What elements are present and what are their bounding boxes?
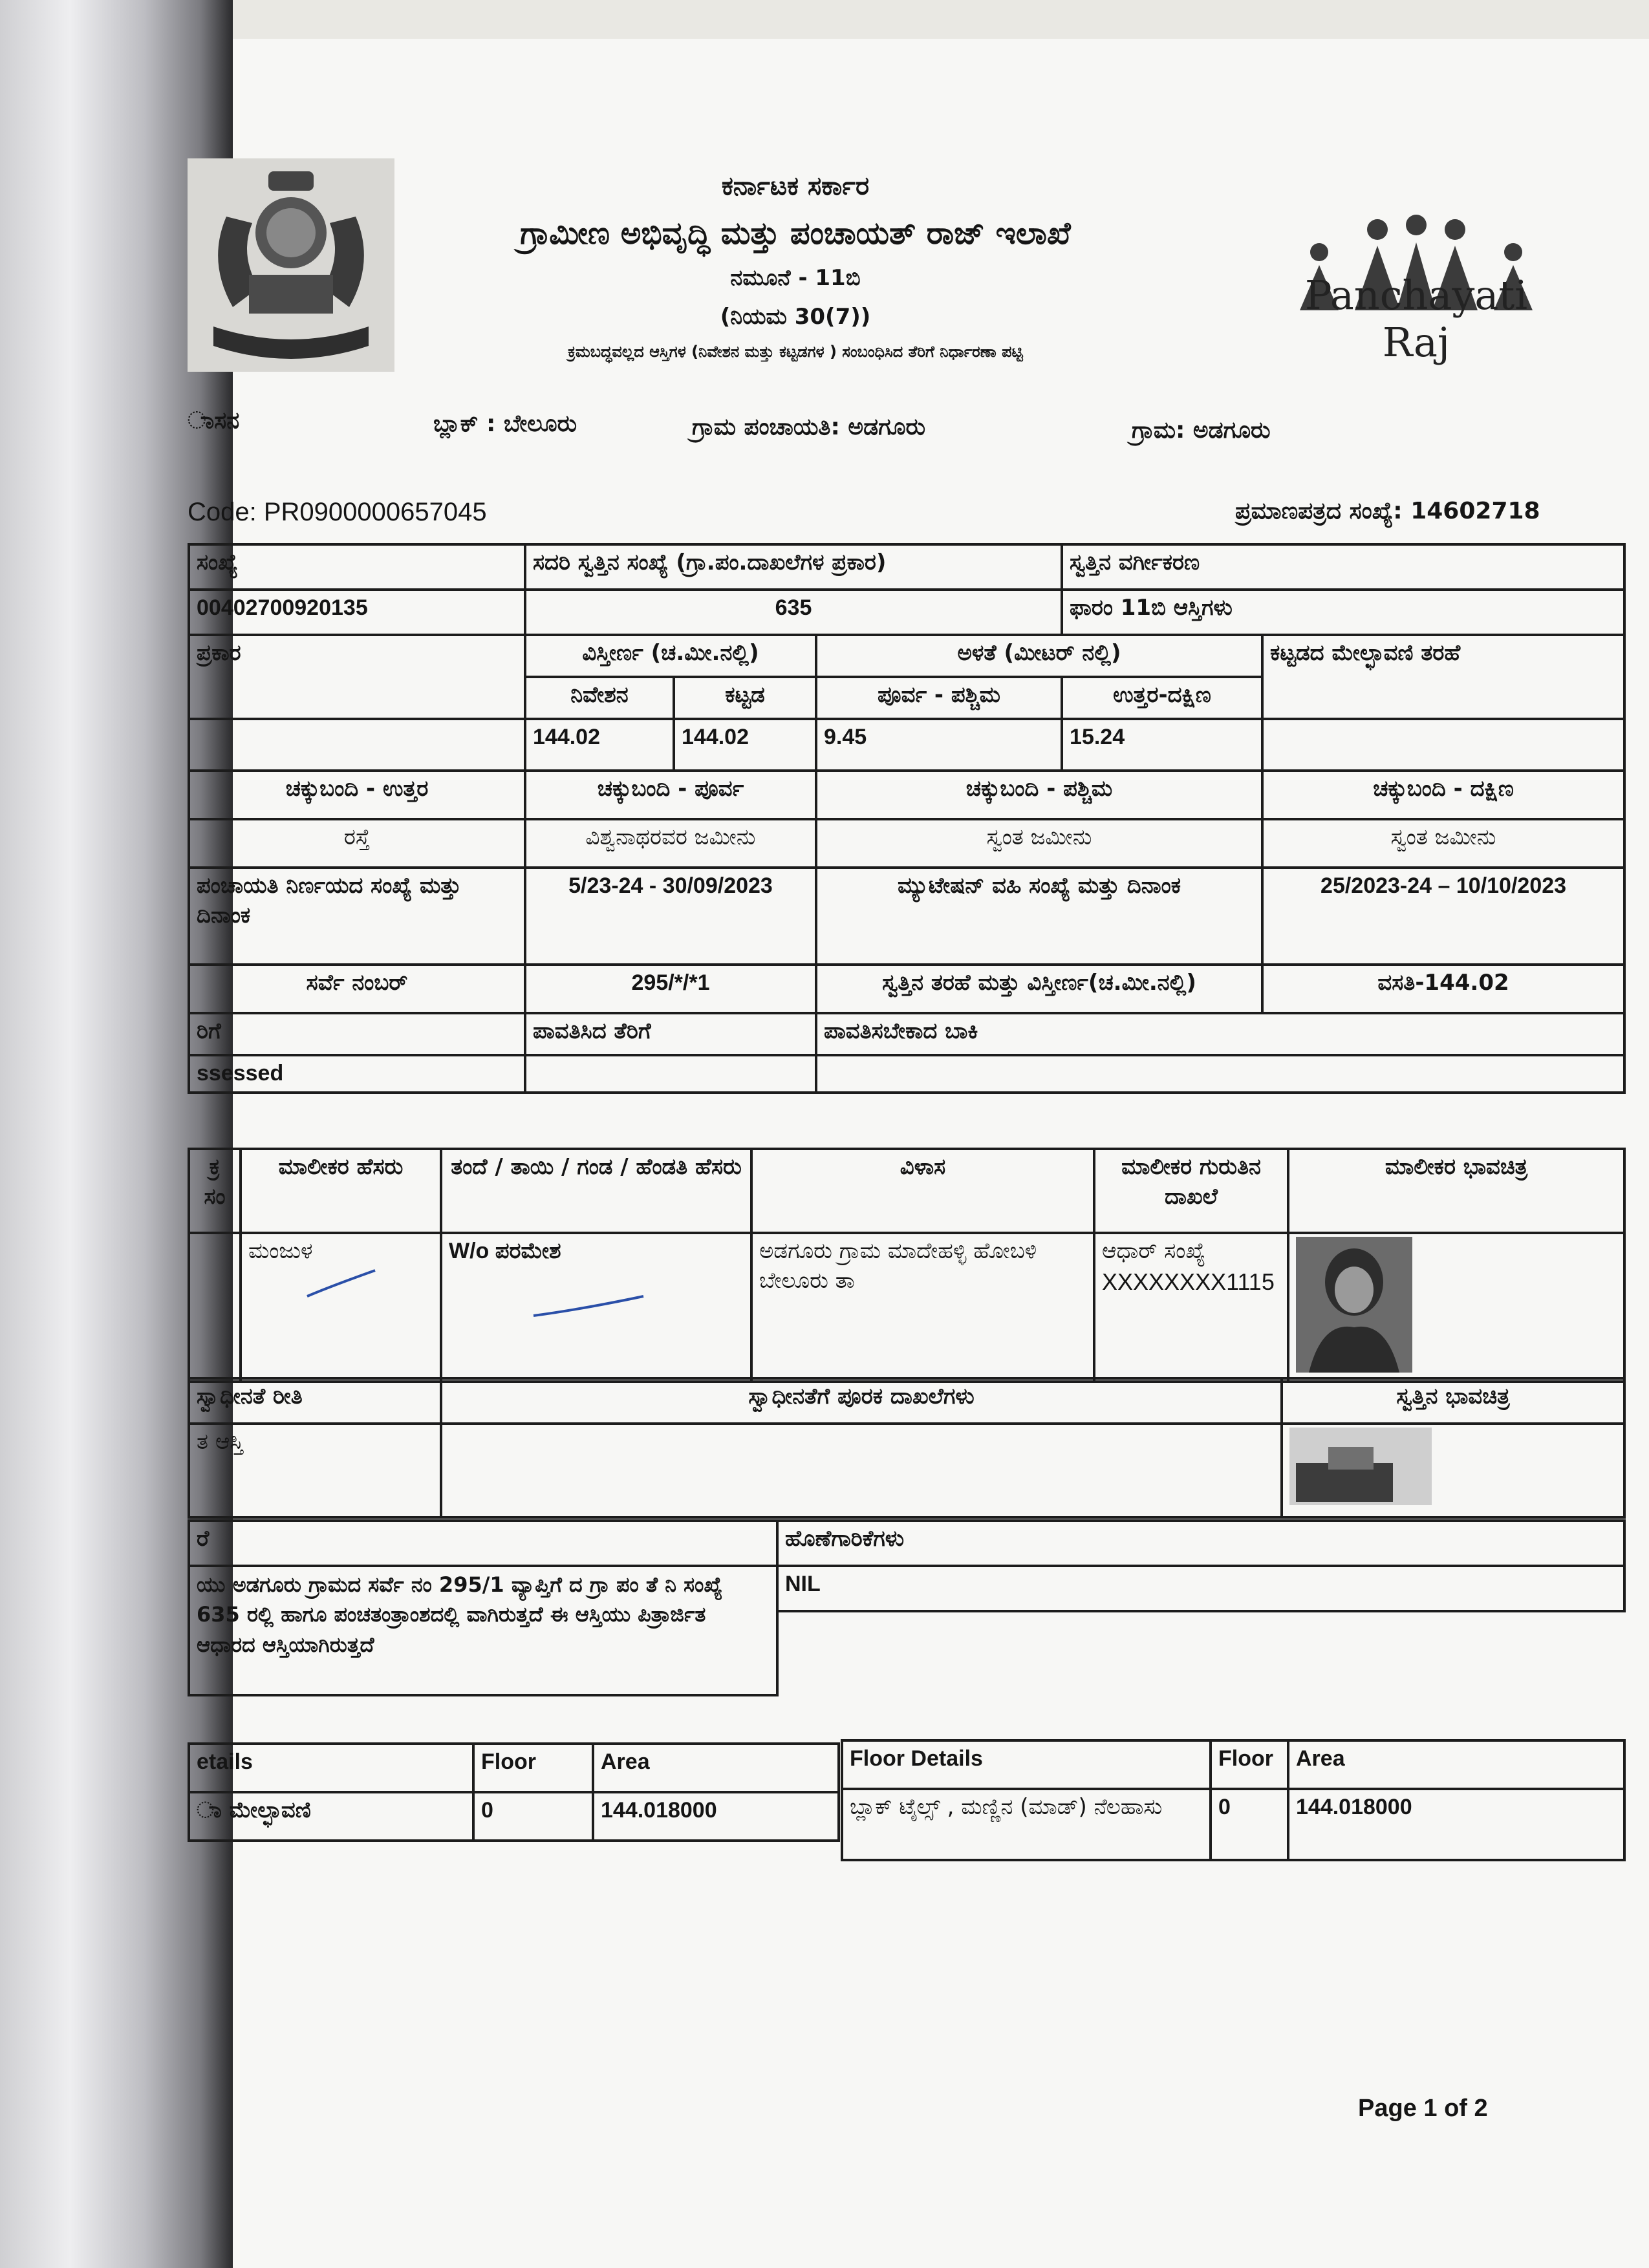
property-number-header: ಸಂಖ್ಯೆ	[189, 544, 525, 590]
owner-id-header: ಮಾಲೀಕರ ಗುರುತಿನ ದಾಖಲೆ	[1094, 1149, 1288, 1233]
page-number: Page 1 of 2	[1358, 2095, 1488, 2122]
property-kind-header: ಸ್ವತ್ತಿನ ತರಹೆ ಮತ್ತು ವಿಸ್ತೀರ್ಣ(ಚ.ಮೀ.ನಲ್ಲಿ)	[816, 965, 1262, 1013]
acquisition-docs-header: ಸ್ವಾಧೀನತೆಗೆ ಪೂರಕ ದಾಖಲೆಗಳು	[441, 1378, 1282, 1424]
acquisition-mode: ತ ಆಸ್ತಿ	[189, 1424, 441, 1517]
building-header: ಕಟ್ಟಡ	[674, 677, 816, 719]
property-code: Code: PR0900000657045	[188, 498, 487, 526]
boundary-south: ಸ್ವಂತ ಜಮೀನು	[1262, 819, 1624, 868]
roof-details: ಾ ಮೇಲ್ಛಾವಣಿ	[189, 1792, 473, 1841]
owner-address: ಅಡಗೂರು ಗ್ರಾಮ ಮಾದೇಹಳ್ಳಿ ಹೋಬಳಿ ಬೇಲೂರು ತಾ	[751, 1233, 1094, 1382]
resolution-header: ಪಂಚಾಯತಿ ನಿರ್ಣಯದ ಸಂಖ್ಯೆ ಮತ್ತು ದಿನಾಂಕ	[189, 868, 525, 965]
govt-title: ಕರ್ನಾಟಕ ಸರ್ಕಾರ	[721, 171, 870, 201]
north-south-header: ಉತ್ತರ-ದಕ್ಷಿಣ	[1062, 677, 1262, 719]
boundary-north: ರಸ್ತೆ	[189, 819, 525, 868]
property-kind: ವಸತಿ-144.02	[1262, 965, 1624, 1013]
roof-floor: 0	[473, 1792, 593, 1841]
tax-header: ರಿಗೆ	[189, 1013, 525, 1055]
karnataka-emblem-icon	[188, 158, 394, 372]
floor-details: ಬ್ಲಾಕ್ ಟೈಲ್ಸ್ , ಮಣ್ಣಿನ (ಮಾಡ್) ನೆಲಹಾಸು	[842, 1789, 1211, 1860]
village-label: ಗ್ರಾಮ: ಅಡಗೂರು	[1132, 417, 1271, 444]
owner-id	[1094, 1233, 1288, 1382]
boundary-west-header: ಚಕ್ಕುಬಂದಿ - ಪಶ್ಚಿಮ	[816, 771, 1262, 819]
survey-number: 295/*/*1	[525, 965, 816, 1013]
property-photo-cell	[1282, 1424, 1624, 1517]
resolution-number-date: 5/23-24 - 30/09/2023	[525, 868, 816, 965]
floor-area-header: Area	[1288, 1740, 1624, 1789]
roof-floor-table	[188, 1742, 840, 1842]
remarks-header: ರೆ	[189, 1521, 777, 1566]
taluk-label: ಾಸನ	[188, 407, 240, 434]
acquisition-mode-header: ಸ್ವಾಧೀನತೆ ರೀತಿ	[189, 1378, 441, 1424]
floor-number-header: Floor	[1211, 1740, 1288, 1789]
roof-type-header: ಕಟ್ಟಡದ ಮೇಲ್ಛಾವಣಿ ತರಹೆ	[1262, 635, 1624, 719]
department-title: ಗ್ರಾಮೀಣ ಅಭಿವೃದ್ಧಿ ಮತ್ತು ಪಂಚಾಯತ್ ರಾಜ್ ಇಲಾಖೆ	[520, 215, 1071, 251]
form-subtitle: ಕ್ರಮಬದ್ಧವಲ್ಲದ ಆಸ್ತಿಗಳ (ನಿವೇಶನ ಮತ್ತು ಕಟ್ಟಡಗಳ ) ಸಂಬಂಧಿಸಿದ ತೆರಿಗೆ ನಿರ್ಧಾರಣಾ ಪಟ್ಟಿ	[568, 343, 1023, 361]
floor-number: 0	[1211, 1789, 1288, 1860]
boundary-north-header: ಚಕ್ಕುಬಂದಿ - ಉತ್ತರ	[189, 771, 525, 819]
owner-id-number: XXXXXXXX1115	[1102, 1268, 1275, 1295]
property-photo-header: ಸ್ವತ್ತಿನ ಭಾವಚಿತ್ರ	[1282, 1378, 1624, 1424]
mutation-number-date: 25/2023-24 – 10/10/2023	[1262, 868, 1624, 965]
boundary-west: ಸ್ವಂತ ಜಮೀನು	[816, 819, 1262, 868]
mutation-header: ಮ್ಯುಟೇಷನ್ ವಹಿ ಸಂಖ್ಯೆ ಮತ್ತು ದಿನಾಂಕ	[816, 868, 1262, 965]
remarks-table	[188, 1519, 1626, 1696]
extent-header: ವಿಸ್ತೀರ್ಣ (ಚ.ಮೀ.ನಲ್ಲಿ)	[525, 635, 816, 677]
owner-photo-header: ಮಾಲೀಕರ ಭಾವಚಿತ್ರ	[1288, 1149, 1624, 1233]
signature-mark-2	[530, 1290, 647, 1322]
boundary-south-header: ಚಕ್ಕುಬಂದಿ - ದಕ್ಷಿಣ	[1262, 771, 1624, 819]
owner-table	[188, 1148, 1626, 1383]
dimensions-header: ಅಳತೆ (ಮೀಟರ್ ನಲ್ಲಿ)	[816, 635, 1262, 677]
owner-name-header: ಮಾಲೀಕರ ಹೆಸರು	[241, 1149, 441, 1233]
address-header: ವಿಳಾಸ	[751, 1149, 1094, 1233]
acquisition-docs	[441, 1424, 1282, 1517]
east-west-length: 9.45	[816, 719, 1062, 771]
owner-photo	[1296, 1237, 1412, 1373]
liabilities-header: ಹೊಣೆಗಾರಿಕೆಗಳು	[777, 1521, 1624, 1566]
roof-area-header: Area	[593, 1744, 839, 1792]
roof-area: 144.018000	[593, 1792, 839, 1841]
rule-number: (ನಿಯಮ 30(7))	[720, 304, 871, 330]
liabilities-value: NIL	[777, 1566, 1624, 1611]
form-number: ನಮೂನೆ - 11ಬಿ	[730, 265, 861, 291]
block-label: ಬ್ಲಾಕ್ : ಬೇಲೂರು	[433, 411, 577, 437]
tax-paid-header: ಪಾವತಿಸಿದ ತೆರಿಗೆ	[525, 1013, 816, 1055]
signature-mark-1	[304, 1264, 382, 1303]
owner-photo-cell	[1288, 1233, 1624, 1382]
roof-floor-header: Floor	[473, 1744, 593, 1792]
gram-panchayat-label: ಗ್ರಾಮ ಪಂಚಾಯತಿ: ಅಡಗೂರು	[692, 414, 926, 440]
relation-name-header: ತಂದೆ / ತಾಯಿ / ಗಂಡ / ಹೆಂಡತಿ ಹೆಸರು	[441, 1149, 751, 1233]
owner-id-type: ಆಧಾರ್ ಸಂಖ್ಯೆ	[1102, 1238, 1206, 1264]
boundary-east: ವಿಶ್ವನಾಥರವರ ಜಮೀನು	[525, 819, 816, 868]
boundary-east-header: ಚಕ್ಕುಬಂದಿ - ಪೂರ್ವ	[525, 771, 816, 819]
building-area: 144.02	[674, 719, 816, 771]
floor-area: 144.018000	[1288, 1789, 1624, 1860]
serial-number-header: ಕ್ರ ಸಂ	[189, 1149, 241, 1233]
east-west-header: ಪೂರ್ವ - ಪಶ್ಚಿಮ	[816, 677, 1062, 719]
owner-name: ಮಂಜುಳ	[241, 1233, 441, 1382]
classification: ಫಾರಂ 11ಬಿ ಆಸ್ತಿಗಳು	[1062, 590, 1624, 635]
sadari-number-header: ಸದರಿ ಸ್ವತ್ತಿನ ಸಂಖ್ಯೆ (ಗ್ರಾ.ಪಂ.ದಾಖಲೆಗಳ ಪ್ರಕಾರ)	[525, 544, 1062, 590]
roof-details-header: etails	[189, 1744, 473, 1792]
site-area: 144.02	[525, 719, 674, 771]
remarks-text: ಯು ಅಡಗೂರು ಗ್ರಾಮದ ಸರ್ವೆ ನಂ 295/1 ವ್ಯಾಪ್ತಿಗೆ ದ ಗ್ರಾ ಪಂ ತೆ ನಿ ಸಂಖ್ಯೆ 635 ರಲ್ಲಿ ಹಾಗೂ ಪಂಚತಂತ್ರಾಂಶದಲ್ಲಿ ವಾಗಿರುತ್ತದೆ ಈ ಆಸ್ತಿಯು ಪಿತ್ರಾರ್ಜಿತ ಆಧಾರದ ಆಸ್ತಿಯಾಗಿರುತ್ತದೆ	[189, 1566, 777, 1695]
floor-details-table	[841, 1739, 1626, 1861]
property-type-header: ಪ್ರಕಾರ	[189, 635, 525, 719]
acquisition-table	[188, 1377, 1626, 1519]
property-photo	[1289, 1428, 1432, 1505]
certificate-number: ಪ್ರಮಾಣಪತ್ರದ ಸಂಖ್ಯೆ: 14602718	[1235, 498, 1540, 524]
north-south-length: 15.24	[1062, 719, 1262, 771]
relation-name: W/o ಪರಮೇಶ	[441, 1233, 751, 1382]
survey-number-header: ಸರ್ವೆ ನಂಬರ್	[189, 965, 525, 1013]
classification-header: ಸ್ವತ್ತಿನ ವರ್ಗೀಕರಣ	[1062, 544, 1624, 590]
tax-due-header: ಪಾವತಿಸಬೇಕಾದ ಬಾಕಿ	[816, 1013, 1624, 1055]
site-header: ನಿವೇಶನ	[525, 677, 674, 719]
assessment-status: ssessed	[189, 1055, 525, 1093]
panchayati-raj-logo-text: Panchayati Raj	[1304, 272, 1528, 366]
sadari-number: 635	[525, 590, 1062, 635]
property-number: 00402700920135	[189, 590, 525, 635]
floor-details-header: Floor Details	[842, 1740, 1211, 1789]
property-details-table	[188, 543, 1626, 1094]
form-page	[188, 145, 1623, 2150]
